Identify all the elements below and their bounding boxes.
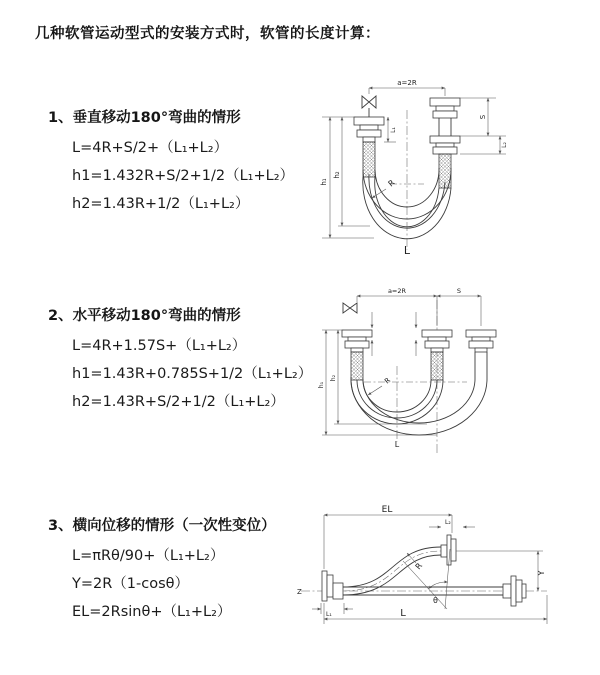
middle-flange-original-position bbox=[422, 330, 452, 352]
diagram-vertical-180-bend bbox=[312, 72, 552, 264]
dim-label-l-bottom: L bbox=[394, 440, 400, 449]
dimension-s bbox=[460, 98, 506, 136]
angle-label-theta: θ bbox=[433, 596, 438, 605]
dimension-h1 bbox=[318, 330, 437, 435]
axis-label-z: Z bbox=[297, 588, 302, 596]
dimension-a2r bbox=[357, 287, 437, 326]
section-2-formula-h1: h1=1.43R+0.785S+1/2（L₁+L₂） bbox=[72, 366, 313, 382]
dim-label-el: EL bbox=[381, 505, 393, 515]
left-flange bbox=[342, 330, 372, 352]
dim-label-a2r: a=2R bbox=[387, 287, 407, 295]
dim-label-h1: h₁ bbox=[320, 178, 328, 186]
right-flange-upper-position bbox=[430, 98, 460, 136]
page-title: 几种软管运动型式的安装方式时，软管的长度计算： bbox=[35, 26, 380, 42]
dimension-el bbox=[324, 505, 452, 572]
section-1-heading: 1、垂直移动180°弯曲的情形 bbox=[48, 110, 241, 126]
section-2-formula-L: L=4R+1.57S+（L₁+L₂） bbox=[72, 338, 247, 354]
s-curve-hose-displaced bbox=[343, 547, 441, 595]
dim-label-l2: L₂ bbox=[501, 142, 508, 148]
dim-label-h2: h₂ bbox=[330, 374, 337, 382]
section-1-formula-h2: h2=1.43R+1/2（L₁+L₂） bbox=[72, 196, 250, 212]
centerlines bbox=[364, 300, 467, 454]
section-1 bbox=[48, 108, 318, 218]
dimension-l2 bbox=[460, 136, 508, 154]
left-flange bbox=[354, 117, 384, 142]
right-flange-lower-position bbox=[430, 136, 460, 154]
left-braided-hose bbox=[363, 142, 375, 177]
dim-label-r: R bbox=[386, 178, 397, 189]
section-2 bbox=[48, 306, 318, 416]
middle-braided-hose bbox=[431, 352, 443, 380]
hose-curves bbox=[351, 352, 487, 435]
diagram-horizontal-180-bend bbox=[312, 282, 512, 462]
valve-icon bbox=[343, 303, 357, 313]
left-braided-hose bbox=[351, 352, 363, 380]
diagram-lateral-displacement bbox=[295, 503, 600, 649]
dim-label-a2r: a=2R bbox=[397, 79, 417, 87]
section-1-formula-h1: h1=1.432R+S/2+1/2（L₁+L₂） bbox=[72, 168, 295, 184]
right-flange-moved-position bbox=[466, 330, 496, 352]
dim-label-l1: L₁ bbox=[390, 127, 397, 133]
dimension-y bbox=[456, 551, 546, 591]
dim-label-h1: h₁ bbox=[318, 381, 325, 389]
section-2-heading: 2、水平移动180°弯曲的情形 bbox=[48, 308, 241, 324]
dim-label-l1: L₁ bbox=[326, 611, 332, 618]
dimension-l1 bbox=[384, 117, 397, 142]
dim-label-s: S bbox=[456, 287, 462, 295]
left-flange bbox=[322, 571, 343, 601]
dimension-a2r bbox=[369, 79, 445, 96]
radius-callout bbox=[368, 376, 392, 395]
dim-label-l-bottom: L bbox=[403, 244, 411, 257]
dim-label-y: Y bbox=[537, 570, 546, 576]
section-2-formula-h2: h2=1.43R+S/2+1/2（L₁+L₂） bbox=[72, 394, 285, 410]
section-3-heading: 3、横向位移的情形（一次性变位） bbox=[48, 518, 276, 534]
dimension-l1 bbox=[312, 603, 353, 618]
section-3-formula-EL: EL=2Rsinθ+（L₁+L₂） bbox=[72, 604, 232, 620]
dim-label-s: S bbox=[479, 114, 487, 120]
dim-label-h2: h₂ bbox=[333, 171, 341, 179]
right-flange-displaced-position bbox=[441, 535, 456, 565]
valve-icon bbox=[362, 96, 376, 117]
section-3 bbox=[48, 516, 318, 626]
section-1-formula-L: L=4R+S/2+（L₁+L₂） bbox=[72, 140, 229, 156]
right-flange-original-position bbox=[503, 576, 526, 606]
section-3-formula-Y: Y=2R（1-cosθ） bbox=[72, 576, 190, 592]
flange-length-arrows bbox=[372, 312, 416, 356]
angle-theta bbox=[403, 549, 450, 609]
section-3-formula-L: L=πRθ/90+（L₁+L₂） bbox=[72, 548, 225, 564]
dim-label-l2: L₂ bbox=[445, 519, 451, 526]
dim-label-r: R bbox=[383, 376, 393, 386]
dim-label-r: R bbox=[413, 561, 425, 572]
dim-label-l: L bbox=[400, 608, 406, 619]
dimension-s bbox=[437, 287, 481, 326]
